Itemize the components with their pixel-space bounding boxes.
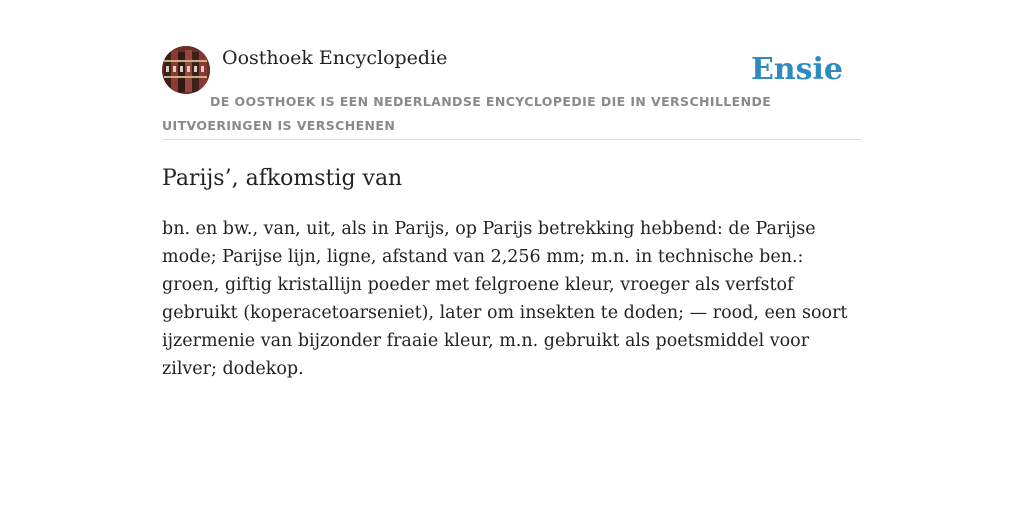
site-header bbox=[162, 46, 862, 140]
entry-body: bn. en bw., van, uit, als in Parijs, op Parijs betrekking hebbend: de Parijse mode; Parijse lijn, ligne, afstand van 2,256 mm; m.n. in technische ben.: groen, giftig kristallijn poeder met felgroene kleur, vroeger als verfstof gebruikt (koperacetoarseniet), later om insekten te doden; — rood, een soort ijzermenie van bijzonder fraaie kleur, m.n. gebruikt als poetsmiddel voor zilver; dodekop. bbox=[162, 219, 848, 379]
site-tagline: DE OOSTHOEK IS EEN NEDERLANDSE ENCYCLOPEDIE DIE IN VERSCHILLENDE UITVOERINGEN IS VERSCHENEN bbox=[162, 94, 772, 133]
brand-logo[interactable]: Ensie bbox=[750, 52, 843, 87]
avatar[interactable] bbox=[162, 46, 210, 94]
site-title[interactable]: Oosthoek Encyclopedie bbox=[222, 47, 448, 69]
book-spines-icon bbox=[162, 46, 210, 94]
entry-title: Parijs’, afkomstig van bbox=[162, 166, 403, 191]
content-container bbox=[162, 46, 862, 383]
